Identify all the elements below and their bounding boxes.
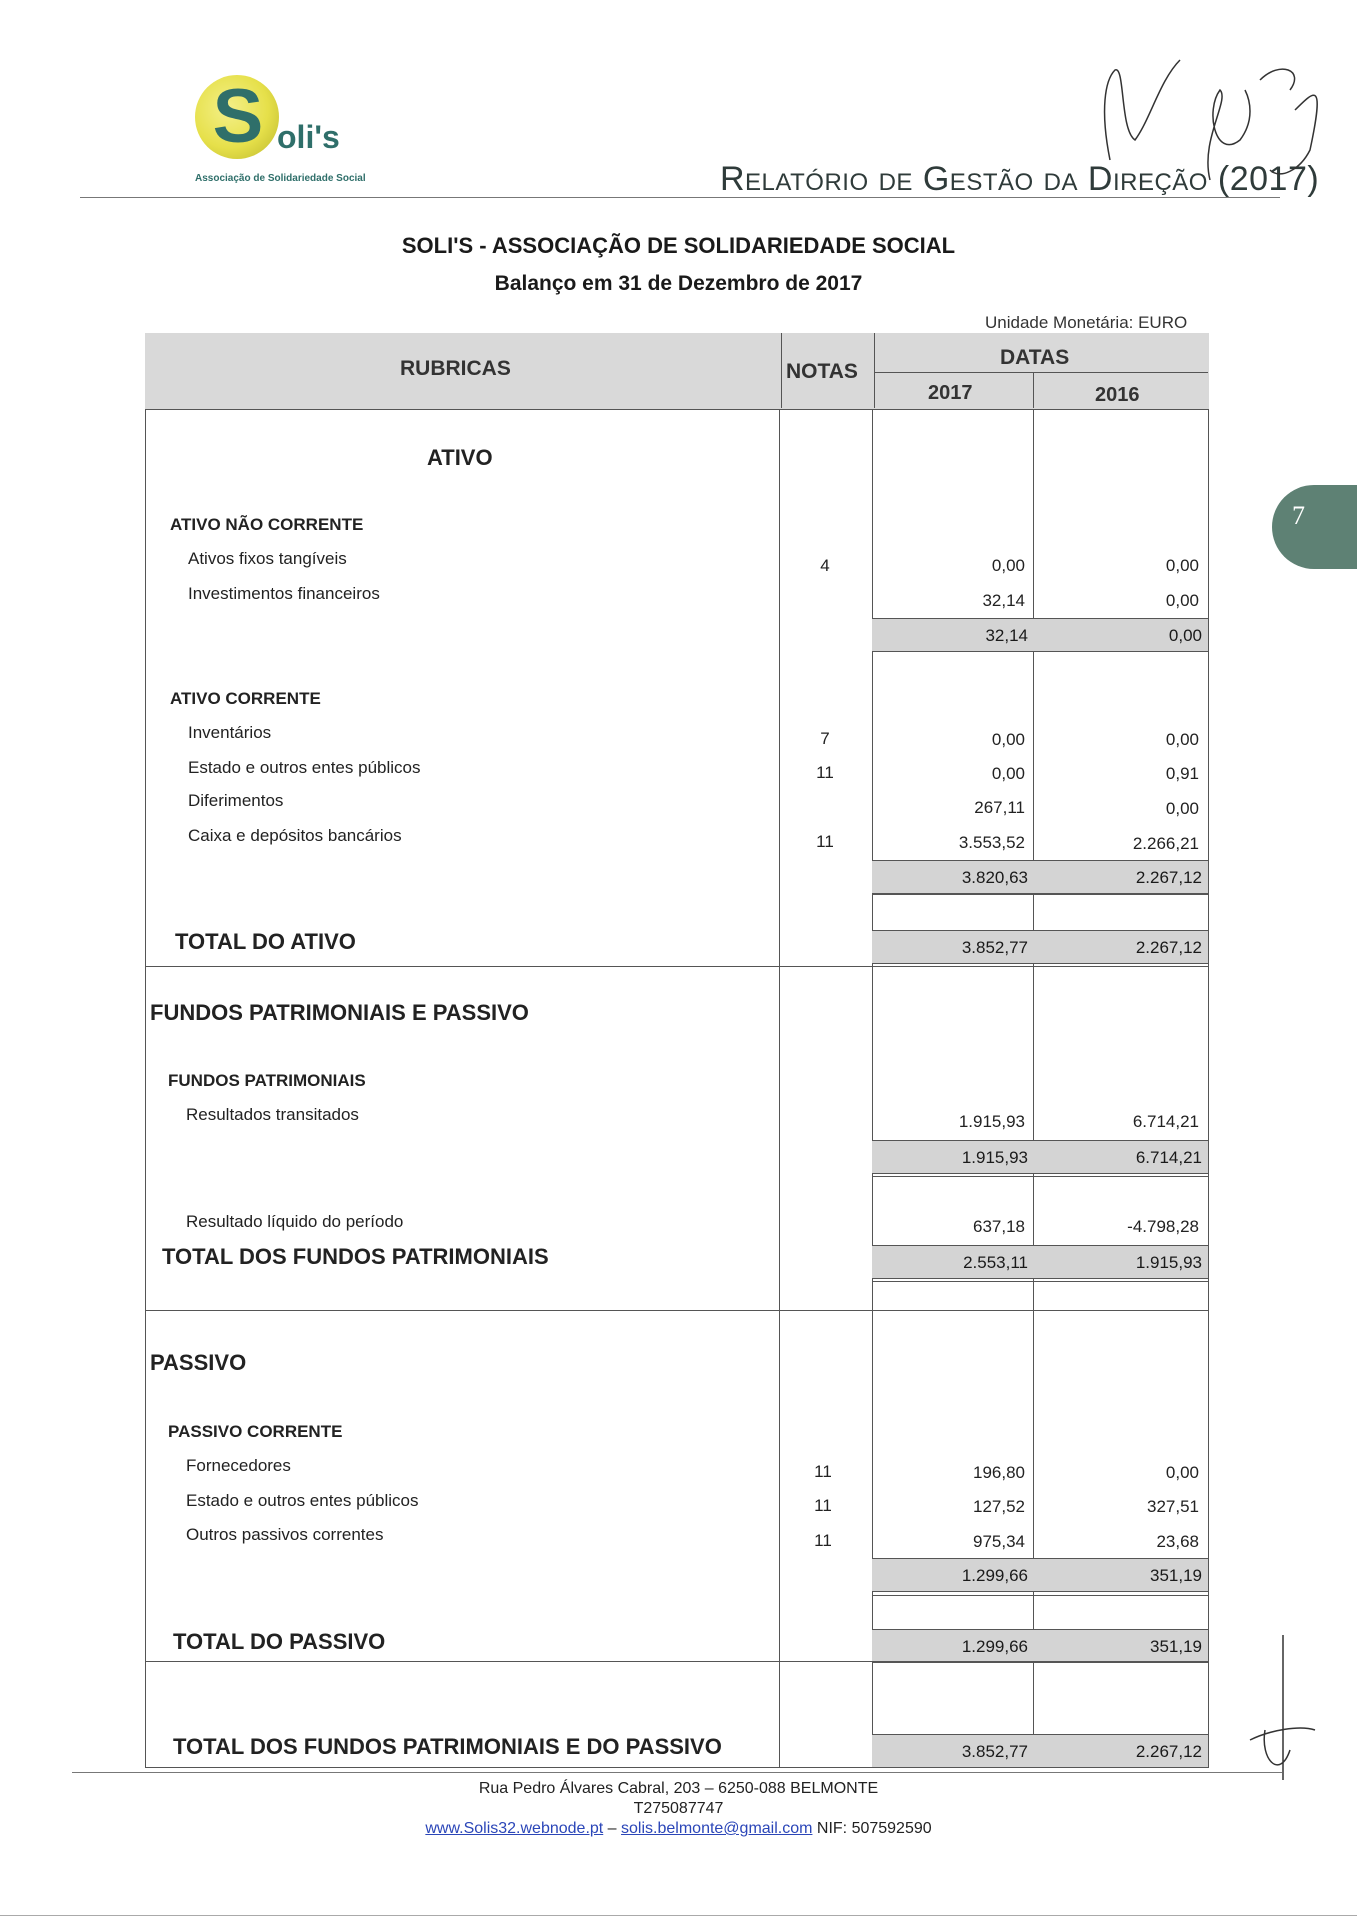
section-divider: [145, 966, 1209, 967]
balance-subtitle: Balanço em 31 de Dezembro de 2017: [494, 272, 863, 295]
row-value-2016: 0,00: [1165, 591, 1199, 610]
row-value-2016: 23,68: [1156, 1532, 1199, 1551]
subtotal-value: 3.820,63: [961, 868, 1028, 887]
total-value: 2.267,12: [1135, 1742, 1202, 1761]
row-note: 11: [816, 832, 834, 851]
subtotal-2016: [1033, 618, 1208, 652]
header-divider-years: [874, 372, 1208, 373]
total-fundos-2017: [872, 1245, 1034, 1279]
header-divider: [80, 197, 1280, 198]
row-value-2016: 327,51: [1147, 1497, 1199, 1516]
row-value-2017: 0,00: [991, 556, 1025, 575]
subtotal-value: 6.714,21: [1135, 1148, 1202, 1167]
row-value-2017: 127,52: [973, 1497, 1025, 1516]
row-value-2017: 1.915,93: [958, 1112, 1025, 1131]
row-label: Caixa e depósitos bancários: [188, 826, 402, 845]
section-ativo: ATIVO: [427, 445, 493, 470]
row-value-2016: 0,00: [1165, 730, 1199, 749]
row-value-2016: 0,00: [1165, 799, 1199, 818]
row-note: 11: [814, 1496, 832, 1515]
row-note: 11: [814, 1531, 832, 1550]
footer-nif: NIF: 507592590: [812, 1820, 932, 1837]
row-value-2017: 0,00: [991, 730, 1025, 749]
logo: [195, 75, 425, 190]
row-note: 7: [820, 729, 830, 748]
row-value-2016: 0,00: [1165, 1463, 1199, 1482]
page-number-badge: [1272, 485, 1357, 569]
row-label: Diferimentos: [188, 791, 284, 810]
subtotal-value: 2.267,12: [1135, 868, 1202, 887]
header-datas: DATAS: [1000, 346, 1070, 369]
header-year-2017: 2017: [928, 382, 973, 404]
total-value: 2.553,11: [963, 1253, 1028, 1272]
row-label: Resultados transitados: [186, 1105, 359, 1124]
row-value-2016: 0,91: [1165, 764, 1199, 783]
row-label: Investimentos financeiros: [188, 584, 380, 603]
page-number: 7: [1292, 501, 1305, 530]
section-passivo-corrente: PASSIVO CORRENTE: [168, 1422, 343, 1441]
resultado-liquido-2017: 637,18: [973, 1217, 1025, 1236]
initials-mark: [1245, 1630, 1325, 1790]
total-value: 3.852,77: [961, 1742, 1028, 1761]
signature-marks: [1080, 20, 1340, 210]
total-fundos-label: TOTAL DOS FUNDOS PATRIMONIAIS: [162, 1244, 549, 1269]
header-divider-notas: [781, 333, 782, 408]
header-divider-datas: [874, 333, 875, 408]
header-notas: NOTAS: [786, 360, 858, 383]
total-value: 1.299,66: [961, 1637, 1028, 1656]
section-fundos-patrimoniais: FUNDOS PATRIMONIAIS: [168, 1071, 366, 1090]
row-label: Estado e outros entes públicos: [186, 1491, 419, 1510]
section-ativo-nao-corrente: ATIVO NÃO CORRENTE: [170, 515, 364, 534]
row-value-2016: 0,00: [1165, 556, 1199, 575]
footer-separator: –: [603, 1820, 622, 1837]
organization-title: SOLI'S - ASSOCIAÇÃO DE SOLIDARIEDADE SOCIAL: [401, 233, 956, 258]
total-passivo-label: TOTAL DO PASSIVO: [173, 1629, 386, 1654]
grand-total-2016: [1033, 1734, 1208, 1768]
row-value-2016: 2.266,21: [1132, 834, 1199, 853]
row-note: 11: [814, 1462, 832, 1481]
subtotal-2016: [1033, 860, 1208, 894]
total-fundos-2016: [1033, 1245, 1208, 1279]
section-divider: [145, 1661, 1209, 1662]
row-value-2017: 32,14: [982, 591, 1025, 610]
logo-text: oli's: [277, 119, 340, 155]
subtotal-2016: [1033, 1558, 1208, 1592]
footer-contacts: [0, 1820, 1357, 1838]
subtotal-2017: [872, 1140, 1034, 1174]
footer-phone: T275087747: [633, 1800, 724, 1817]
page-bottom-edge: [0, 1915, 1357, 1916]
subtotal-2016: [1033, 1140, 1208, 1174]
total-value: 2.267,12: [1135, 938, 1202, 957]
footer-address: Rua Pedro Álvares Cabral, 203 – 6250-088 BELMONTE: [478, 1780, 879, 1797]
row-divider: [872, 1281, 1208, 1282]
row-label: Inventários: [188, 723, 272, 742]
row-label: Estado e outros entes públicos: [188, 758, 421, 777]
subtotal-value: 1.915,93: [961, 1148, 1028, 1167]
grand-total-label: TOTAL DOS FUNDOS PATRIMONIAIS E DO PASSIVO: [173, 1734, 722, 1759]
column-line-notas: [779, 410, 780, 1768]
row-label: Outros passivos correntes: [186, 1525, 384, 1544]
total-value: 351,19: [1150, 1637, 1202, 1656]
row-value-2017: 267,11: [974, 798, 1025, 817]
total-value: 1.915,93: [1135, 1253, 1202, 1272]
header-rubricas: RUBRICAS: [400, 357, 511, 380]
row-value-2017: 975,34: [973, 1532, 1025, 1551]
subtotal-2017: [872, 1558, 1034, 1592]
subtotal-value: 32,14: [985, 626, 1028, 645]
total-ativo-2017: [872, 930, 1034, 964]
grand-total-2017: [872, 1734, 1034, 1768]
subtotal-value: 351,19: [1150, 1566, 1202, 1585]
row-note: 11: [816, 763, 834, 782]
logo-letter: S: [212, 74, 264, 159]
row-value-2017: 0,00: [991, 764, 1025, 783]
email-link[interactable]: solis.belmonte@gmail.com: [621, 1820, 813, 1837]
row-value-2016: 6.714,21: [1132, 1112, 1199, 1131]
row-note: 4: [820, 556, 830, 575]
currency-unit-note: Unidade Monetária: EURO: [985, 313, 1188, 332]
section-divider: [145, 1310, 1209, 1311]
row-label: Fornecedores: [186, 1456, 291, 1475]
website-link[interactable]: www.Solis32.webnode.pt: [425, 1820, 604, 1837]
total-ativo-2016: [1033, 930, 1208, 964]
footer-divider: [72, 1772, 1282, 1773]
row-value-2017: 3.553,52: [958, 833, 1025, 852]
subtotal-value: 1.299,66: [961, 1566, 1028, 1585]
section-fundos-e-passivo: FUNDOS PATRIMONIAIS E PASSIVO: [150, 1000, 529, 1025]
document-title: Relatório de Gestão da Direção (2017): [720, 160, 1320, 198]
total-ativo-label: TOTAL DO ATIVO: [175, 929, 356, 954]
logo-subtitle: Associação de Solidariedade Social: [195, 173, 366, 184]
section-passivo: PASSIVO: [150, 1350, 247, 1375]
row-divider: [872, 894, 1208, 895]
row-value-2017: 196,80: [973, 1463, 1025, 1482]
row-label: Ativos fixos tangíveis: [188, 549, 347, 568]
subtotal-2017: [872, 618, 1034, 652]
header-year-2016: 2016: [1095, 384, 1140, 406]
resultado-liquido-2016: -4.798,28: [1127, 1217, 1199, 1236]
header-divider-year-cols: [1033, 372, 1034, 408]
resultado-liquido-label: Resultado líquido do período: [186, 1212, 404, 1231]
total-passivo-2016: [1033, 1629, 1208, 1663]
subtotal-value: 0,00: [1168, 626, 1202, 645]
section-ativo-corrente: ATIVO CORRENTE: [170, 689, 321, 708]
row-divider: [872, 1595, 1208, 1596]
total-value: 3.852,77: [961, 938, 1028, 957]
subtotal-2017: [872, 860, 1034, 894]
row-divider: [872, 1176, 1208, 1177]
total-passivo-2017: [872, 1629, 1034, 1663]
